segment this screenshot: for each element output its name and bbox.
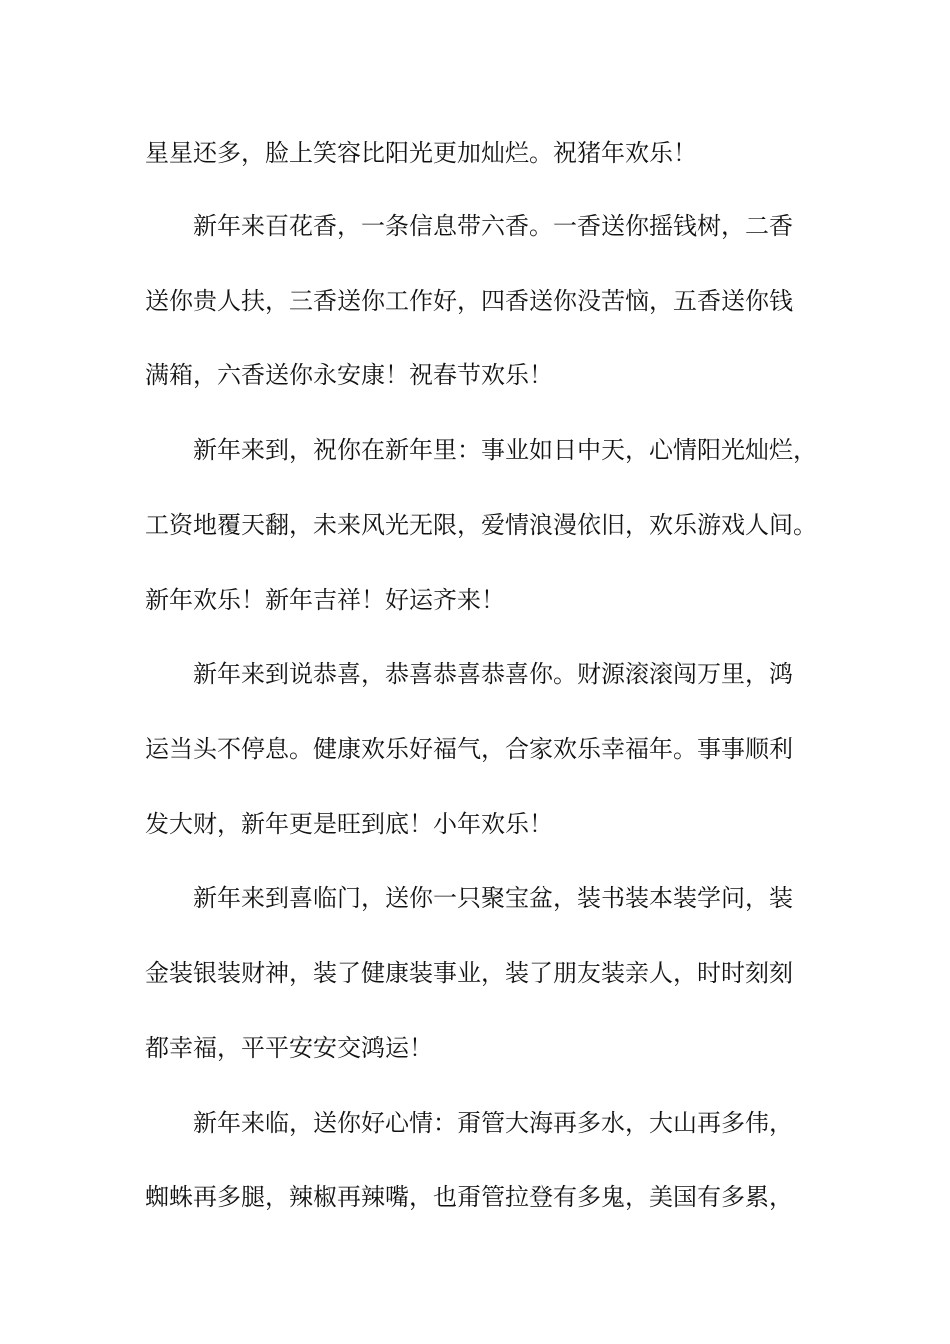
text-line: 都幸福，平平安安交鸿运！ (145, 1034, 433, 1062)
text-line: 蜘蛛再多腿，辣椒再辣嘴，也甭管拉登有多鬼，美国有多累， (145, 1183, 793, 1211)
text-line: 送你贵人扶，三香送你工作好，四香送你没苦恼，五香送你钱 (145, 287, 793, 315)
text-line: 星星还多，脸上笑容比阳光更加灿烂。祝猪年欢乐！ (145, 139, 697, 167)
text-line: 新年欢乐！新年吉祥！好运齐来！ (145, 586, 505, 614)
text-line: 金装银装财神，装了健康装事业，装了朋友装亲人，时时刻刻 (145, 959, 793, 987)
text-line: 运当头不停息。健康欢乐好福气，合家欢乐幸福年。事事顺利 (145, 735, 793, 763)
text-line: 发大财，新年更是旺到底！小年欢乐！ (145, 810, 553, 838)
paragraph-start-line: 新年来到，祝你在新年里：事业如日中天，心情阳光灿烂， (193, 436, 817, 464)
paragraph-start-line: 新年来临，送你好心情：甭管大海再多水，大山再多伟， (193, 1109, 793, 1137)
text-line: 工资地覆天翻，未来风光无限，爱情浪漫依旧，欢乐游戏人间。 (145, 511, 817, 539)
paragraph-start-line: 新年来到说恭喜，恭喜恭喜恭喜你。财源滚滚闯万里，鸿 (193, 660, 793, 688)
paragraph-start-line: 新年来到喜临门，送你一只聚宝盆，装书装本装学问，装 (193, 884, 793, 912)
text-line: 满箱，六香送你永安康！祝春节欢乐！ (145, 361, 553, 389)
paragraph-start-line: 新年来百花香，一条信息带六香。一香送你摇钱树，二香 (193, 212, 793, 240)
